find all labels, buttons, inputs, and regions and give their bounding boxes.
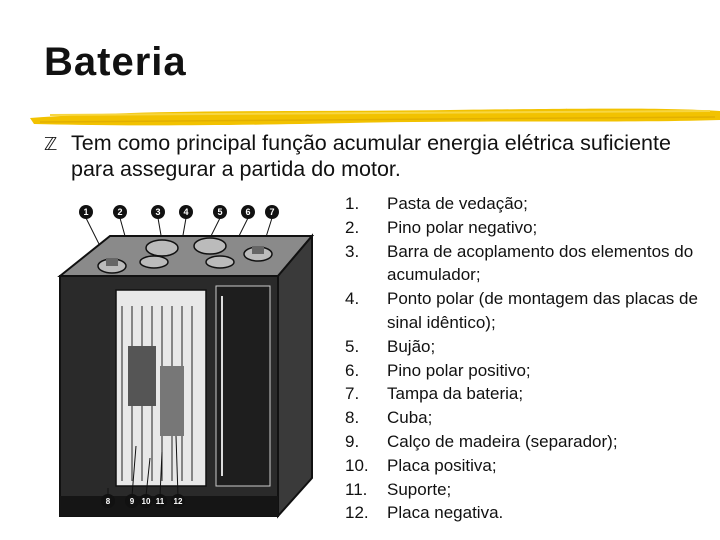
list-item [345,216,715,240]
slide-title: Bateria [44,40,187,84]
list-item [345,287,715,335]
parts-legend-list [345,192,715,525]
list-text: Pasta de vedação; [387,194,528,213]
list-item [345,430,715,454]
battery-cutaway-diagram [50,196,340,531]
callout-9: 9 [129,497,135,506]
list-item [345,240,715,288]
list-number: 4. [345,289,360,309]
title-underline-brush [30,103,720,131]
list-number: 10. [345,455,369,475]
list-number: 3. [345,241,360,261]
callout-7: 7 [269,207,275,217]
list-item [345,406,715,430]
list-number: 9. [345,431,360,451]
callout-1: 1 [83,207,89,217]
list-text: Barra de acoplamento dos elementos do acumulador; [387,241,694,285]
list-text: Placa positiva; [387,455,497,475]
bullet-item [44,130,684,182]
list-item [345,359,715,383]
callout-5: 5 [217,207,223,217]
list-number: 12. [345,503,369,523]
list-text: Pino polar positivo; [387,360,531,380]
list-text: Tampa da bateria; [387,384,524,404]
list-number: 6. [345,360,360,380]
list-number: 7. [345,384,360,404]
list-text: Cuba; [387,408,433,428]
callout-11: 11 [155,497,165,506]
list-text: Calço de madeira (separador); [387,431,618,451]
list-text: Suporte; [387,479,452,499]
z-bullet-icon: ℤ [44,134,58,154]
list-number: 11. [345,479,368,499]
callout-6: 6 [245,207,251,217]
list-text: Bujão; [387,336,436,356]
list-item [345,192,715,216]
list-number: 2. [345,217,360,237]
callout-10: 10 [141,497,151,506]
callout-3: 3 [155,207,161,217]
list-text: Placa negativa. [387,503,504,523]
list-number: 1. [345,194,360,213]
callout-12: 12 [173,497,183,506]
list-number: 8. [345,408,360,428]
list-text: Pino polar negativo; [387,217,538,237]
bullet-text: Tem como principal função acumular energia elétrica suficiente para assegurar a partida do motor. [71,131,671,181]
list-item [345,454,715,478]
list-item [345,478,715,502]
list-number: 5. [345,336,360,356]
callout-4: 4 [183,207,189,217]
list-text: Ponto polar (de montagem das placas de sinal idêntico); [387,289,698,332]
callout-8: 8 [105,497,111,506]
callout-2: 2 [117,207,123,217]
list-item [345,501,715,525]
list-item [345,382,715,406]
list-item [345,335,715,359]
